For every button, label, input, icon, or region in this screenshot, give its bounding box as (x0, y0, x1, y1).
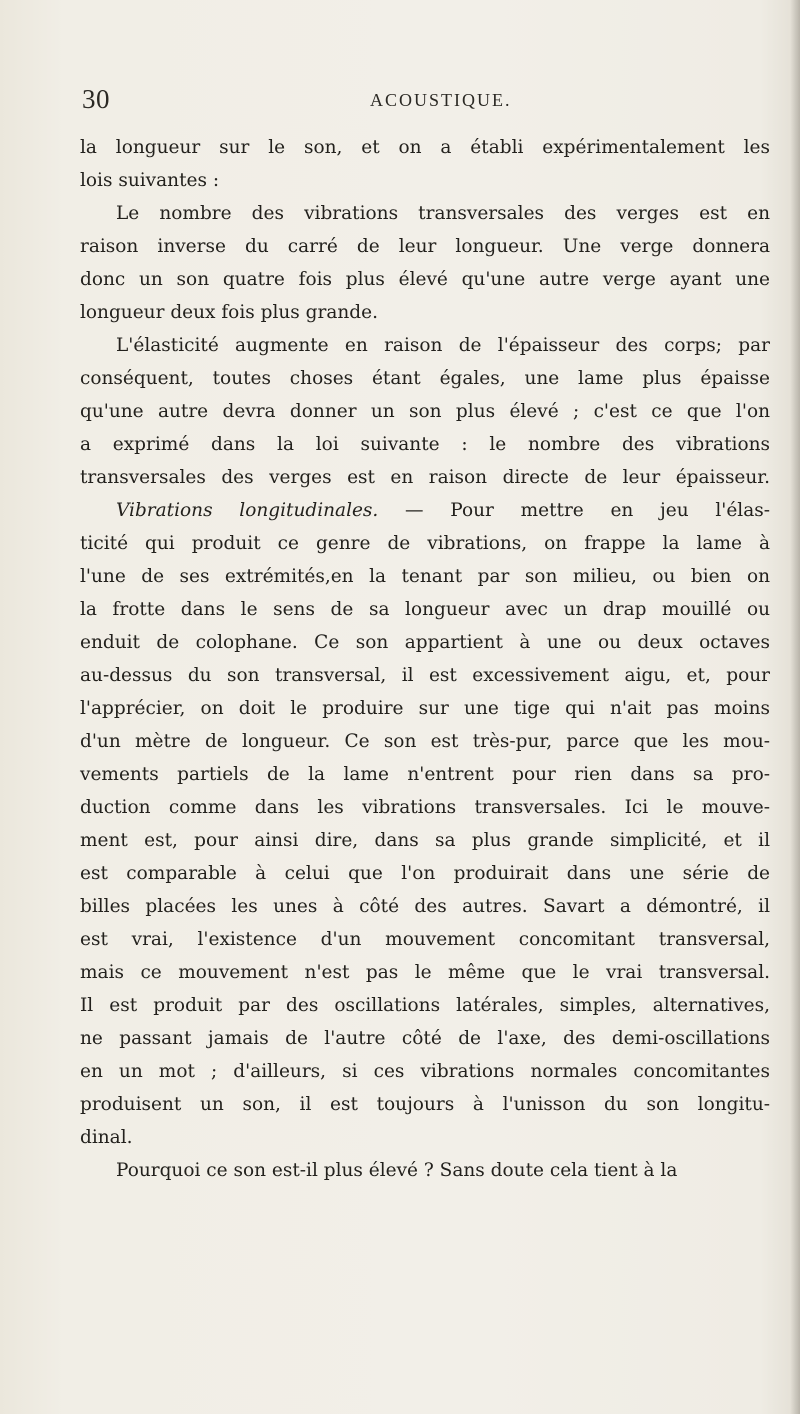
text-line: transversales des verges est en raison directe de leur épaisseur. (80, 467, 770, 488)
page-edge-shadow (790, 0, 800, 1414)
text-line: a exprimé dans la loi suivante : le nombre des vibrations (80, 434, 770, 455)
text-line: la longueur sur le son, et on a établi expérimentalement les (80, 137, 770, 158)
text-line: raison inverse du carré de leur longueur. Une verge donnera (80, 236, 770, 257)
text-line: est comparable à celui que l'on produirait dans une série de (80, 863, 770, 884)
text-line: billes placées les unes à côté des autres. Savart a démontré, il (80, 896, 770, 917)
text-line: l'une de ses extrémités,en la tenant par son milieu, ou bien on (80, 566, 770, 587)
section-heading: Vibrations longitudinales. (116, 500, 379, 521)
text-line: au-dessus du son transversal, il est excessivement aigu, et, pour (80, 665, 770, 686)
text-line: donc un son quatre fois plus élevé qu'une autre verge ayant une (80, 269, 770, 290)
text-line: ment est, pour ainsi dire, dans sa plus grande simplicité, et il (80, 830, 770, 851)
text-line: dinal. (80, 1127, 133, 1148)
page-number: 30 (82, 84, 110, 114)
text-line: qu'une autre devra donner un son plus élevé ; c'est ce que l'on (80, 401, 770, 422)
text-line: Il est produit par des oscillations latérales, simples, alternatives, (80, 995, 770, 1016)
text-line: ne passant jamais de l'autre côté de l'axe, des demi-oscillations (80, 1028, 770, 1049)
running-title: ACOUSTIQUE. (370, 90, 512, 110)
text-line: en un mot ; d'ailleurs, si ces vibrations normales concomitantes (80, 1061, 770, 1082)
text-line-with-heading (80, 494, 770, 527)
text-line: duction comme dans les vibrations transversales. Ici le mouve- (80, 797, 770, 818)
text-line: l'apprécier, on doit le produire sur une tige qui n'ait pas moins (80, 698, 770, 719)
text-line: Le nombre des vibrations transversales des verges est en (116, 203, 770, 224)
text-line: lois suivantes : (80, 170, 220, 191)
page-header (80, 80, 770, 120)
text-line: mais ce mouvement n'est pas le même que le vrai transversal. (80, 962, 770, 983)
body-text (80, 131, 770, 1187)
text-line: Pourquoi ce son est-il plus élevé ? Sans doute cela tient à la (116, 1160, 678, 1181)
text-line: ticité qui produit ce genre de vibrations, on frappe la lame à (80, 533, 770, 554)
text-fragment: — Pour mettre en jeu l'élas- (405, 500, 770, 521)
text-line: produisent un son, il est toujours à l'unisson du son longitu- (80, 1094, 770, 1115)
text-line: longueur deux fois plus grande. (80, 302, 378, 323)
text-line: conséquent, toutes choses étant égales, une lame plus épaisse (80, 368, 770, 389)
text-line: la frotte dans le sens de sa longueur avec un drap mouillé ou (80, 599, 770, 620)
text-line: vements partiels de la lame n'entrent pour rien dans sa pro- (80, 764, 770, 785)
text-line: d'un mètre de longueur. Ce son est très-pur, parce que les mou- (80, 731, 770, 752)
text-line: est vrai, l'existence d'un mouvement concomitant transversal, (80, 929, 770, 950)
text-line: enduit de colophane. Ce son appartient à une ou deux octaves (80, 632, 770, 653)
text-line: L'élasticité augmente en raison de l'épaisseur des corps; par (116, 335, 770, 356)
